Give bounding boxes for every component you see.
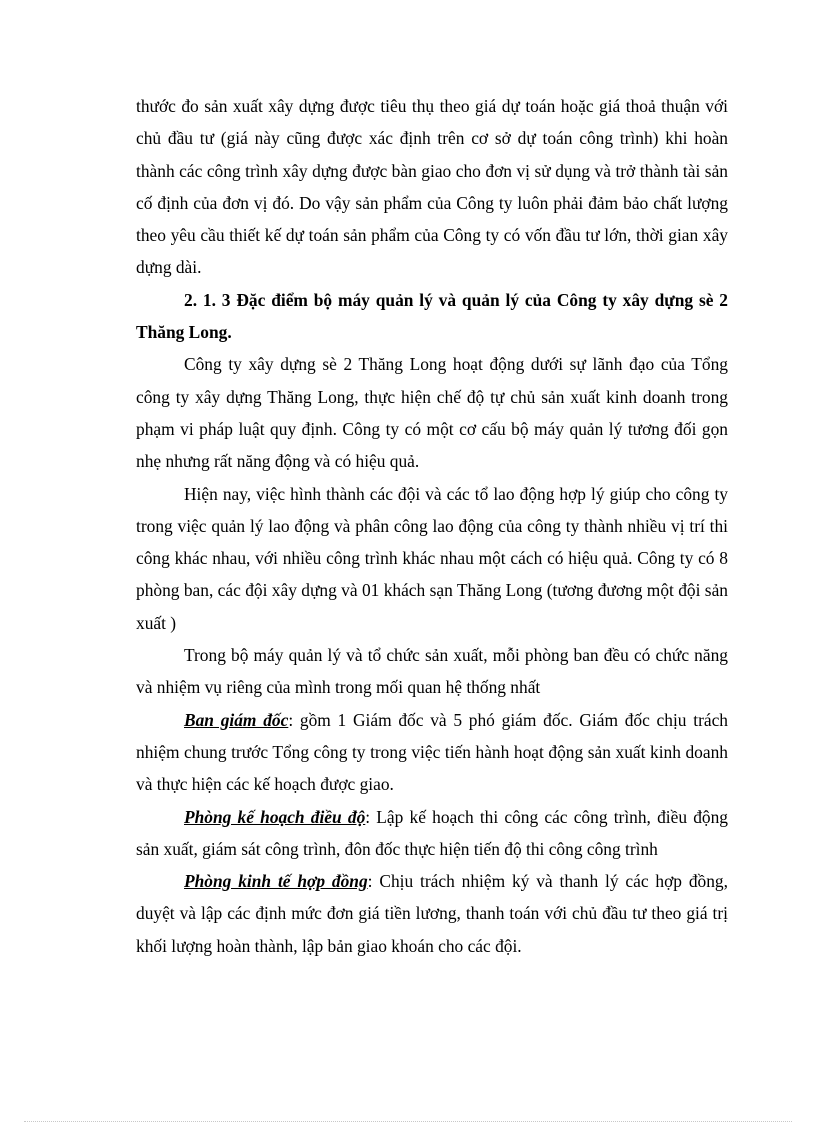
paragraph-planning-department (136, 801, 728, 866)
paragraph-contracts-department (136, 865, 728, 962)
paragraph-continuation: thước đo sản xuất xây dựng được tiêu thụ theo giá dự toán hoặc giá thoả thuận với chủ đầu tư (giá này cũng được xác định trên cơ sở dự toán công trình) khi hoàn thành các công trình xây dựng được bàn giao cho đơn vị sử dụng và trở thành tài sản cố định của đơn vị đó. Do vậy sản phẩm của Công ty luôn phải đảm bảo chất lượng theo yêu cầu thiết kế dự toán sản phẩm của Công ty có vốn đầu tư lớn, thời gian xây dựng dài. (136, 96, 728, 278)
term-phong-ke-hoach: Phòng kế hoạch điều độ (184, 806, 366, 827)
paragraph-organization: Hiện nay, việc hình thành các đội và các tổ lao động hợp lý giúp cho công ty trong việc quản lý lao động và phân công lao động của công ty thành nhiều vị trí thi công khác nhau, với nhiều công trình khác nhau một cách có hiệu quả. Công ty có 8 phòng ban, các đội xây dựng và 01 khách sạn Thăng Long (tương đương một đội sản xuất ) (136, 483, 728, 633)
term-ban-giam-doc: Ban giám đốc (184, 709, 289, 730)
text-phong-ke-hoach: : Lập kế hoạch thi công các công trình, điều động sản xuất, giám sát công trình, đôn đốc thực hiện tiến độ thi công công trình (136, 806, 728, 859)
document-page (136, 90, 728, 962)
paragraph-departments-intro: Trong bộ máy quản lý và tổ chức sản xuất, mỗi phòng ban đều có chức năng và nhiệm vụ riêng của mình trong mối quan hệ thống nhất (136, 645, 728, 698)
text-ban-giam-doc: : gồm 1 Giám đốc và 5 phó giám đốc. Giám đốc chịu trách nhiệm chung trước Tổng công ty trong việc tiến hành hoạt động sản xuất kinh doanh và thực hiện các kế hoạch được giao. (136, 709, 728, 795)
term-phong-kinh-te: Phòng kinh tế hợp đồng (184, 871, 368, 892)
paragraph-board-of-directors (136, 704, 728, 801)
section-heading: 2. 1. 3 Đặc điểm bộ máy quản lý và quản lý của Công ty xây dựng sè 2 Thăng Long. (136, 289, 728, 343)
text-phong-kinh-te: : Chịu trách nhiệm ký và thanh lý các hợp đồng, duyệt và lập các định mức đơn giá tiền lương, thanh toán với chủ đầu tư theo giá trị khối lượng hoàn thành, lập bản giao khoán cho các đội. (136, 871, 728, 956)
paragraph-company-overview: Công ty xây dựng sè 2 Thăng Long hoạt động dưới sự lãnh đạo của Tổng công ty xây dựng Thăng Long, thực hiện chế độ tự chủ sản xuất kinh doanh trong phạm vi pháp luật quy định. Công ty có một cơ cấu bộ máy quản lý tương đối gọn nhẹ nhưng rất năng động và có hiệu quả. (136, 354, 728, 472)
page-bottom-divider (24, 1121, 792, 1122)
